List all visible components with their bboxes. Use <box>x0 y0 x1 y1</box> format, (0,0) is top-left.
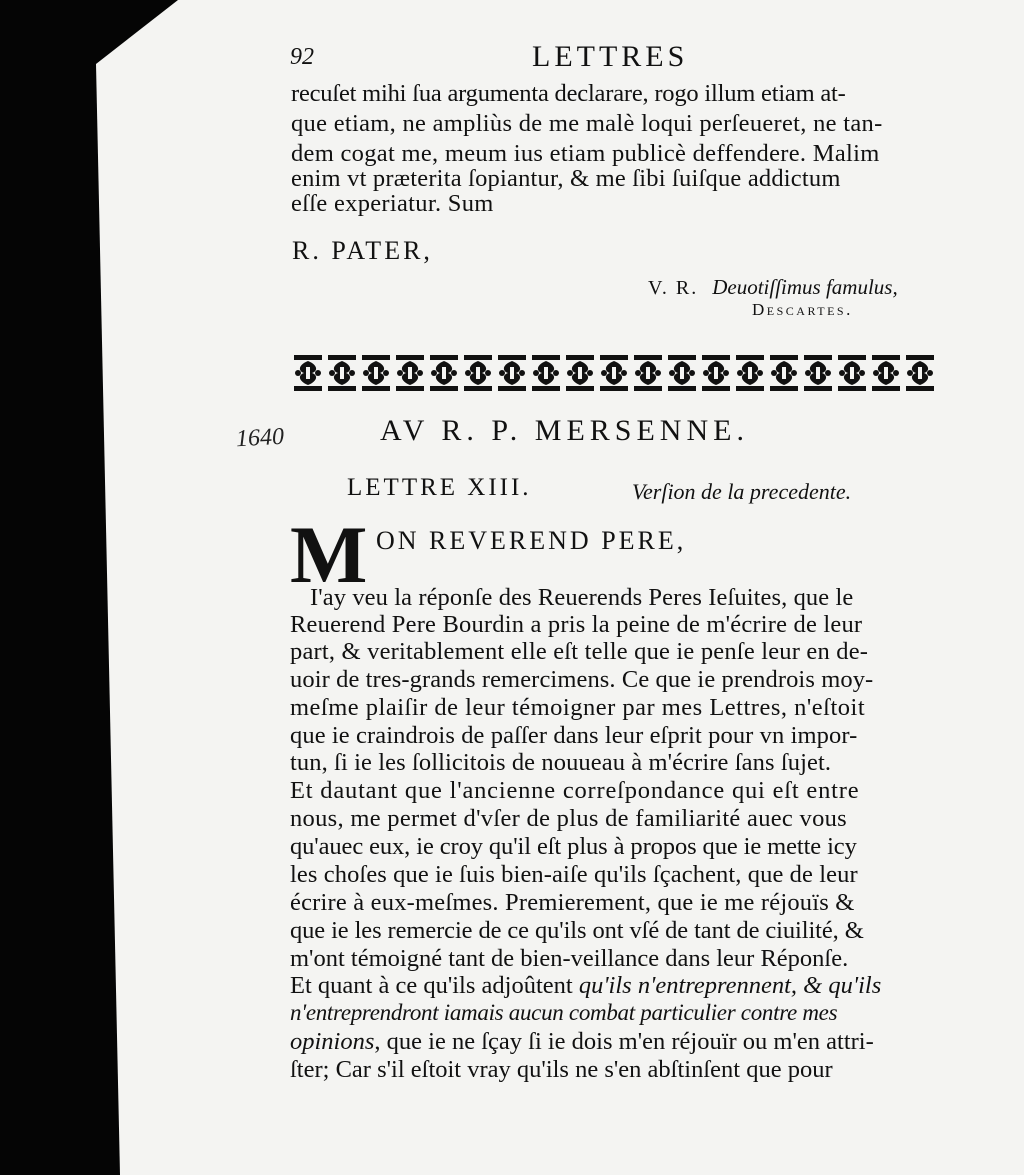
french-line: que ie craindrois de paſſer dans leur eſprit pour vn impor- <box>290 722 858 749</box>
drop-cap: M <box>290 509 368 600</box>
french-line: Et dautant que l'ancienne correſpondance qui eſt entre <box>290 777 860 804</box>
letter-address-heading: AV R. P. MERSENNE. <box>380 414 749 447</box>
french-italic-quote: opinions <box>290 1028 375 1055</box>
signature-prefix: V. R. <box>648 277 699 299</box>
opening-salutation: ON REVEREND PERE, <box>376 526 687 555</box>
french-line <box>290 972 881 1000</box>
latin-line: enim vt præterita ſopiantur, & me ſibi ſuiſque addictum <box>291 165 841 192</box>
page-number: 92 <box>290 44 314 70</box>
ornament-row <box>294 355 934 391</box>
french-italic-quote: qu'ils n'entreprennent, & qu'ils <box>578 972 882 999</box>
salutation: R. PATER, <box>292 236 433 265</box>
signature-text: Deuotiſſimus famulus, <box>712 275 898 299</box>
author-name: Descartes. <box>752 300 853 319</box>
signature-line <box>648 275 898 300</box>
french-line: part, & veritablement elle eſt telle que ie penſe leur en de- <box>290 638 869 665</box>
french-line: m'ont témoigné tant de bien-veillance dans leur Réponſe. <box>290 945 849 972</box>
french-italic-quote: n'entreprendront iamais aucun combat particulier contre mes <box>290 1000 838 1025</box>
french-line: que ie les remercie de ce qu'ils ont vſé de tant de ciuilité, & <box>290 917 864 944</box>
latin-line: recuſet mihi ſua argumenta declarare, rogo illum etiam at- <box>291 80 846 107</box>
french-line: ſter; Car s'il eſtoit vray qu'ils ne s'en abſtinſent que pour <box>290 1056 833 1083</box>
french-line: nous, me permet d'vſer de plus de familiarité auec vous <box>290 805 848 832</box>
latin-line: dem cogat me, meum ius etiam publicè deffendere. Malim <box>291 140 880 167</box>
french-line: écrire à eux-meſmes. Premierement, que ie me réjouïs & <box>290 889 855 916</box>
running-title: LETTRES <box>532 40 689 73</box>
french-line: meſme plaiſir de leur témoigner par mes Lettres, n'eſtoit <box>290 694 866 721</box>
french-line: uoir de tres-grands remercimens. Ce que ie prendrois moy- <box>290 666 874 693</box>
handwritten-margin-note: 1640 <box>235 423 285 453</box>
french-line <box>290 1028 874 1056</box>
letter-number-heading: LETTRE XIII. <box>347 474 532 501</box>
french-line: Reuerend Pere Bourdin a pris la peine de m'écrire de leur <box>290 611 863 638</box>
french-roman-text: , que ie ne ſçay ſi ie dois m'en réjouïr ou m'en attri- <box>374 1028 874 1055</box>
ornamental-divider <box>292 353 940 393</box>
french-line: I'ay veu la réponſe des Reuerends Peres Ieſuites, que le <box>310 584 854 611</box>
latin-line: eſſe experiatur. Sum <box>291 190 494 217</box>
french-line: les choſes que ie ſuis bien-aiſe qu'ils ſçachent, que de leur <box>290 861 858 888</box>
french-line: tun, ſi ie les ſollicitois de nouueau à m'écrire ſans ſujet. <box>290 749 832 776</box>
french-line: qu'auec eux, ie croy qu'il eſt plus à propos que ie mette icy <box>290 833 857 860</box>
french-roman-text: Et quant à ce qu'ils adjoûtent <box>290 972 579 999</box>
letter-subtitle: Verſion de la precedente. <box>632 479 852 504</box>
latin-line: que etiam, ne ampliùs de me malè loqui perſeueret, ne tan- <box>291 110 883 137</box>
